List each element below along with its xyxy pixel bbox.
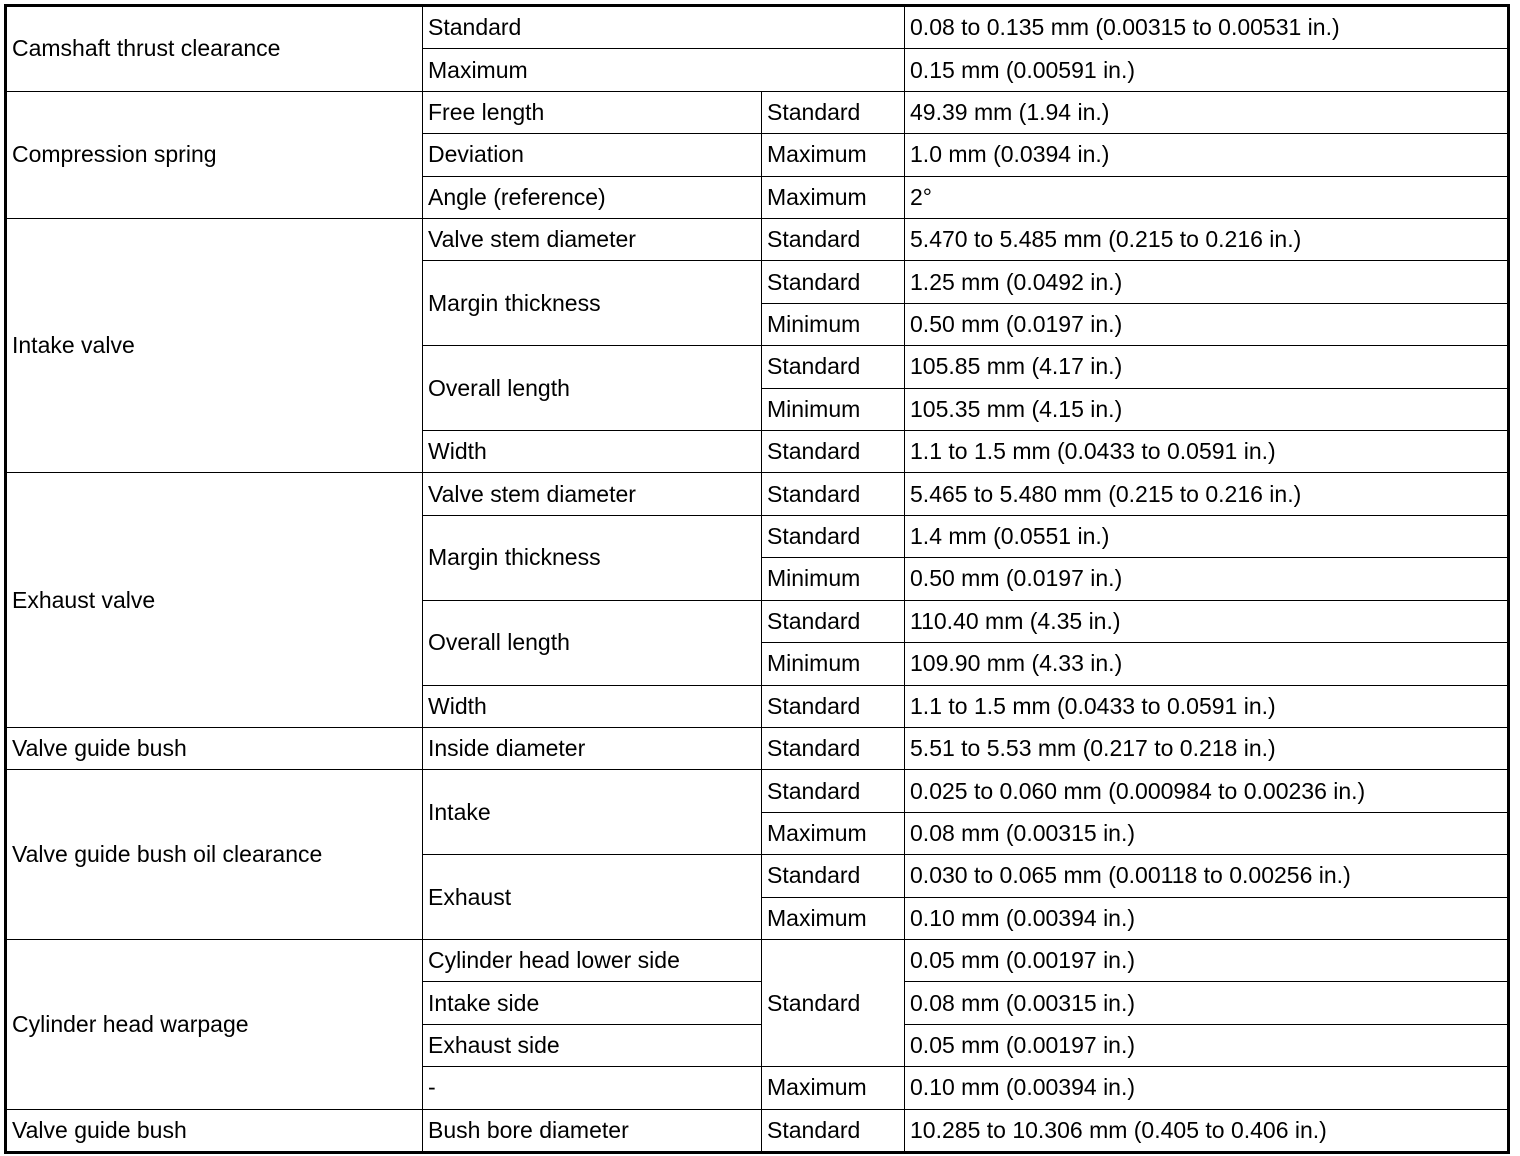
table-row: [7, 7, 1508, 49]
value-cell: 0.08 to 0.135 mm (0.00315 to 0.00531 in.): [905, 7, 1508, 49]
cond-cell: Maximum: [762, 812, 905, 854]
sub-cell: Intake: [423, 770, 762, 855]
value-cell: 110.40 mm (4.35 in.): [905, 600, 1508, 642]
cond-cell: Standard: [762, 473, 905, 515]
sub-cell: Inside diameter: [423, 727, 762, 769]
cond-cell: Standard: [762, 431, 905, 473]
cond-cell: Minimum: [762, 643, 905, 685]
item-cell: Cylinder head warpage: [7, 939, 423, 1109]
sub-cell: Width: [423, 685, 762, 727]
value-cell: 0.08 mm (0.00315 in.): [905, 982, 1508, 1024]
sub-cell: Free length: [423, 91, 762, 133]
cond-cell: Minimum: [762, 303, 905, 345]
value-cell: 1.0 mm (0.0394 in.): [905, 134, 1508, 176]
value-cell: 1.1 to 1.5 mm (0.0433 to 0.0591 in.): [905, 431, 1508, 473]
sub-cell: -: [423, 1067, 762, 1109]
value-cell: 1.1 to 1.5 mm (0.0433 to 0.0591 in.): [905, 685, 1508, 727]
value-cell: 0.10 mm (0.00394 in.): [905, 1067, 1508, 1109]
table-row: [7, 770, 1508, 812]
sub-cell: Deviation: [423, 134, 762, 176]
cond-cell: Standard: [762, 685, 905, 727]
value-cell: 49.39 mm (1.94 in.): [905, 91, 1508, 133]
cond-cell: Standard: [762, 939, 905, 1066]
value-cell: 0.15 mm (0.00591 in.): [905, 49, 1508, 91]
value-cell: 5.465 to 5.480 mm (0.215 to 0.216 in.): [905, 473, 1508, 515]
sub-cell: Maximum: [423, 49, 905, 91]
item-cell: Valve guide bush: [7, 1109, 423, 1151]
cond-cell: Standard: [762, 1109, 905, 1151]
sub-cell: Overall length: [423, 600, 762, 685]
sub-cell: Margin thickness: [423, 261, 762, 346]
sub-cell: Bush bore diameter: [423, 1109, 762, 1151]
table-row: [7, 939, 1508, 981]
sub-cell: Cylinder head lower side: [423, 939, 762, 981]
cond-cell: Maximum: [762, 134, 905, 176]
cond-cell: Standard: [762, 855, 905, 897]
cond-cell: Standard: [762, 770, 905, 812]
cond-cell: Maximum: [762, 1067, 905, 1109]
cond-cell: Standard: [762, 727, 905, 769]
table-row: [7, 91, 1508, 133]
value-cell: 109.90 mm (4.33 in.): [905, 643, 1508, 685]
value-cell: 0.50 mm (0.0197 in.): [905, 303, 1508, 345]
sub-cell: Exhaust: [423, 855, 762, 940]
cond-cell: Standard: [762, 600, 905, 642]
cond-cell: Minimum: [762, 388, 905, 430]
table-row: [7, 727, 1508, 769]
value-cell: 105.35 mm (4.15 in.): [905, 388, 1508, 430]
sub-cell: Intake side: [423, 982, 762, 1024]
sub-cell: Angle (reference): [423, 176, 762, 218]
value-cell: 0.030 to 0.065 mm (0.00118 to 0.00256 in.): [905, 855, 1508, 897]
sub-cell: Standard: [423, 7, 905, 49]
sub-cell: Exhaust side: [423, 1024, 762, 1066]
value-cell: 0.05 mm (0.00197 in.): [905, 939, 1508, 981]
value-cell: 5.51 to 5.53 mm (0.217 to 0.218 in.): [905, 727, 1508, 769]
value-cell: 1.25 mm (0.0492 in.): [905, 261, 1508, 303]
value-cell: 105.85 mm (4.17 in.): [905, 346, 1508, 388]
value-cell: 5.470 to 5.485 mm (0.215 to 0.216 in.): [905, 219, 1508, 261]
item-cell: Exhaust valve: [7, 473, 423, 727]
value-cell: 1.4 mm (0.0551 in.): [905, 515, 1508, 557]
item-cell: Intake valve: [7, 219, 423, 473]
sub-cell: Overall length: [423, 346, 762, 431]
cond-cell: Standard: [762, 91, 905, 133]
value-cell: 0.025 to 0.060 mm (0.000984 to 0.00236 in.): [905, 770, 1508, 812]
value-cell: 0.50 mm (0.0197 in.): [905, 558, 1508, 600]
value-cell: 0.08 mm (0.00315 in.): [905, 812, 1508, 854]
sub-cell: Width: [423, 431, 762, 473]
item-cell: Valve guide bush: [7, 727, 423, 769]
cond-cell: Standard: [762, 346, 905, 388]
sub-cell: Valve stem diameter: [423, 219, 762, 261]
value-cell: 10.285 to 10.306 mm (0.405 to 0.406 in.): [905, 1109, 1508, 1151]
cond-cell: Maximum: [762, 176, 905, 218]
item-cell: Camshaft thrust clearance: [7, 7, 423, 92]
spec-table: [6, 6, 1508, 1152]
cond-cell: Minimum: [762, 558, 905, 600]
cond-cell: Maximum: [762, 897, 905, 939]
table-row: [7, 473, 1508, 515]
item-cell: Compression spring: [7, 91, 423, 218]
cond-cell: Standard: [762, 515, 905, 557]
cond-cell: Standard: [762, 219, 905, 261]
cond-cell: Standard: [762, 261, 905, 303]
table-row: [7, 1109, 1508, 1151]
table-row: [7, 219, 1508, 261]
sub-cell: Margin thickness: [423, 515, 762, 600]
item-cell: Valve guide bush oil clearance: [7, 770, 423, 940]
value-cell: 0.10 mm (0.00394 in.): [905, 897, 1508, 939]
value-cell: 0.05 mm (0.00197 in.): [905, 1024, 1508, 1066]
value-cell: 2°: [905, 176, 1508, 218]
sub-cell: Valve stem diameter: [423, 473, 762, 515]
